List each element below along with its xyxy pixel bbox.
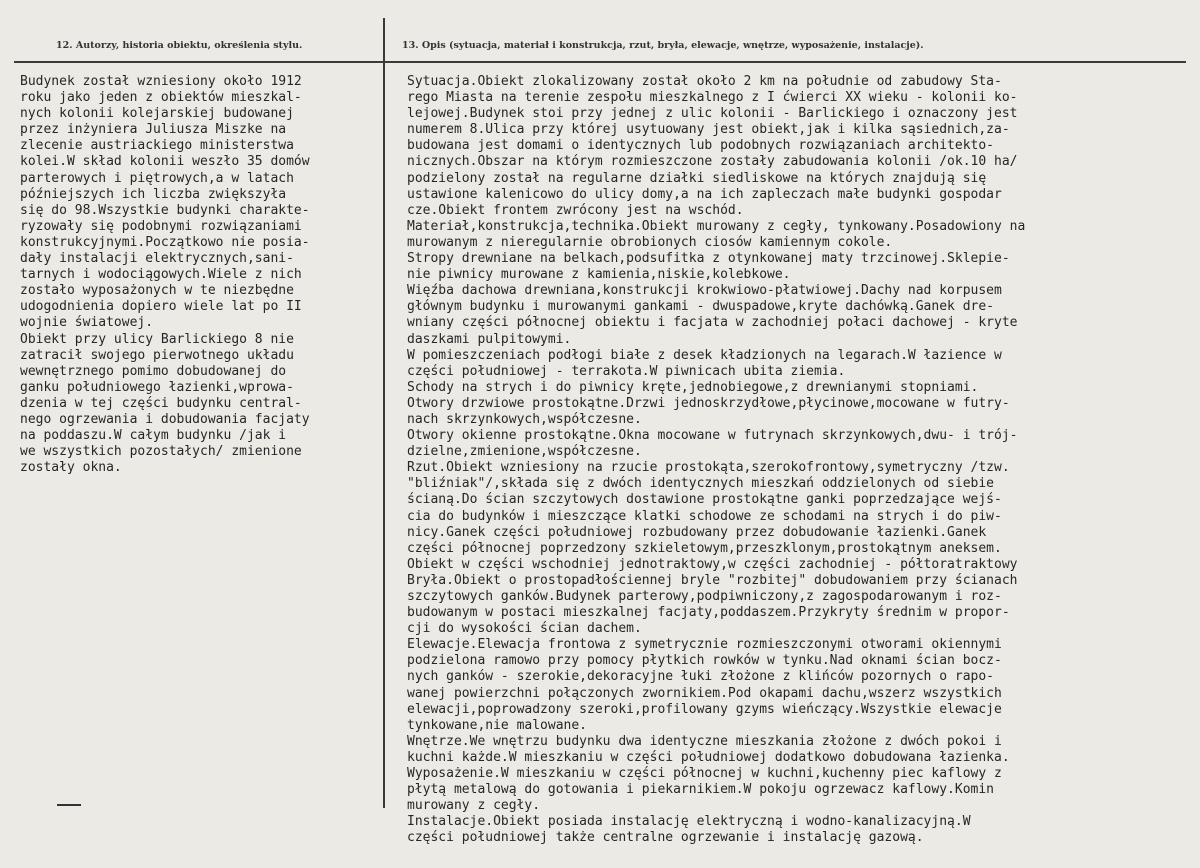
description-text-line: elewacji,poprowadzony szeroki,profilowany gzyms wieńczący.Wszystkie elewacje bbox=[407, 701, 1002, 717]
history-text-line: na poddaszu.W całym budynku /jak i bbox=[20, 428, 287, 444]
history-text-line: zostało wyposażonych w te niezbędne bbox=[20, 283, 294, 299]
description-text-line: rego Miasta na terenie zespołu mieszkalnego z I ćwierci XX wieku - kolonii ko- bbox=[407, 90, 1018, 106]
description-text-line: Więźba dachowa drewniana,konstrukcji krokwiowo-płatwiowej.Dachy nad korpusem bbox=[407, 283, 1002, 299]
description-text-line: budowanym w postaci mieszkalnej facjaty,poddaszem.Przykryty średnim w propor- bbox=[407, 605, 1010, 621]
description-text-line: podzielony został na regularne działki siedliskowe na których znajdują się bbox=[407, 170, 987, 186]
history-text-line: konstrukcyjnymi.Początkowo nie posia- bbox=[20, 234, 310, 250]
right-column-heading: 13. Opis (sytuacja, materiał i konstrukcja, rzut, bryła, elewacje, wnętrze, wyposażenie, instalacje). bbox=[402, 40, 924, 51]
description-text-line: ścianą.Do ścian szczytowych dostawione prostokątne ganki poprzedzające wejś- bbox=[407, 492, 1002, 508]
history-text-line: przez inżyniera Juliusza Miszke na bbox=[20, 122, 287, 138]
history-text-line: wojnie światowej. bbox=[20, 315, 154, 331]
description-text-line: budowana jest domami o identycznych lub podobnych rozwiązaniach architekto- bbox=[407, 138, 994, 154]
description-text-line: tynkowane,nie malowane. bbox=[407, 717, 588, 733]
description-text-line: Wnętrze.We wnętrzu budynku dwa identyczne mieszkania złożone z dwóch pokoi i bbox=[407, 733, 1002, 749]
history-text-column bbox=[20, 74, 380, 476]
description-text-line: ustawione kalenicowo do ulicy domy,a na ich zapleczach małe budynki gospodar bbox=[407, 186, 1002, 202]
left-column-heading: 12. Autorzy, historia obiektu, określenia stylu. bbox=[56, 40, 303, 51]
history-text-line: późniejszych ich liczba zwiększyła bbox=[20, 186, 287, 202]
history-text-line: wewnętrznego pomimo dobudowanej do bbox=[20, 363, 287, 379]
description-text-line: murowanym z nieregularnie obrobionych ciosów kamiennym cokole. bbox=[407, 234, 893, 250]
history-text-line: we wszystkich pozostałych/ zmienione bbox=[20, 444, 302, 460]
history-text-line: zostały okna. bbox=[20, 460, 122, 476]
history-text-line: roku jako jeden z obiektów mieszkal- bbox=[20, 90, 302, 106]
history-text-line: udogodnienia dopiero wiele lat po II bbox=[20, 299, 302, 315]
history-text-line: się do 98.Wszystkie budynki charakte- bbox=[20, 202, 310, 218]
column-divider bbox=[383, 18, 385, 808]
history-text-line: tarnych i wodociągowych.Wiele z nich bbox=[20, 267, 302, 283]
description-text-line: Elewacje.Elewacja frontowa z symetrycznie rozmieszczonymi otworami okiennymi bbox=[407, 637, 1002, 653]
description-text-line: podzielona ramowo przy pomocy płytkich rowków w tynku.Nad oknami ścian bocz- bbox=[407, 653, 1002, 669]
description-text-line: Sytuacja.Obiekt zlokalizowany został około 2 km na południe od zabudowy Sta- bbox=[407, 74, 1002, 89]
description-text-line: lejowej.Budynek stoi przy jednej z ulic kolonii - Barlickiego i oznaczony jest bbox=[407, 106, 1018, 122]
history-text-line: zatracił swojego pierwotnego układu bbox=[20, 347, 294, 363]
history-text-line: parterowych i piętrowych,a w latach bbox=[20, 170, 294, 186]
description-text-line: cji do wysokości ścian dachem. bbox=[407, 621, 642, 637]
end-dash bbox=[57, 804, 81, 806]
history-text-line: ganku południowego łazienki,wprowa- bbox=[20, 379, 294, 395]
history-text-line: zlecenie austriackiego ministerstwa bbox=[20, 138, 294, 154]
description-text-line: cze.Obiekt frontem zwrócony jest na wschód. bbox=[407, 202, 744, 218]
description-text-line: Bryła.Obiekt o prostopadłościennej bryle "rozbitej" dobudowaniem przy ścianach bbox=[407, 572, 1018, 588]
description-text-line: wniany części północnej obiektu i facjata w zachodniej połaci dachowej - kryte bbox=[407, 315, 1018, 331]
description-text-line: Otwory drzwiowe prostokątne.Drzwi jednoskrzydłowe,płycinowe,mocowane w futry- bbox=[407, 395, 1010, 411]
description-text-line: nie piwnicy murowane z kamienia,niskie,kolebkowe. bbox=[407, 267, 791, 283]
description-text-line: płytą metalową do gotowania i piekarnikiem.W pokoju ogrzewacz kaflowy.Komin bbox=[407, 782, 994, 798]
description-text-line: szczytowych ganków.Budynek parterowy,podpiwniczony,z zagospodarowanym i roz- bbox=[407, 589, 1002, 604]
description-text-line: Instalacje.Obiekt posiada instalację elektryczną i wodno-kanalizacyjną.W bbox=[407, 814, 971, 830]
description-text-line: Schody na strych i do piwnicy kręte,jednobiegowe,z drewnianymi stopniami. bbox=[407, 379, 979, 395]
description-text-line: nych ganków - szerokie,dekoracyjne łuki złożone z klińców pozornych o rapo- bbox=[407, 669, 994, 685]
description-text-column bbox=[407, 74, 1192, 847]
history-text-line: ryzowały się podobnymi rozwiązaniami bbox=[20, 218, 302, 234]
description-text-line: murowany z cegły. bbox=[407, 798, 541, 814]
header-divider bbox=[14, 61, 1186, 63]
description-text-line: części południowej także centralne ogrzewanie i instalację gazową. bbox=[407, 830, 924, 846]
description-text-line: kuchni każde.W mieszkaniu w części południowej dodatkowo dobudowana łazienka. bbox=[407, 749, 1010, 765]
description-text-line: W pomieszczeniach podłogi białe z desek kładzionych na legarach.W łazience w bbox=[407, 347, 1002, 363]
description-text-line: części południowej - terrakota.W piwnicach ubita ziemia. bbox=[407, 363, 846, 379]
description-text-line: Materiał,konstrukcja,technika.Obiekt murowany z cegły, tynkowany.Posadowiony na bbox=[407, 218, 1026, 234]
description-text-line: cia do budynków i mieszczące klatki schodowe ze schodami na strych i do piw- bbox=[407, 508, 1002, 524]
history-text-line: dały instalacji elektrycznych,sani- bbox=[20, 251, 294, 267]
history-text-line: Budynek został wzniesiony około 1912 bbox=[20, 74, 302, 89]
history-text-line: nych kolonii kolejarskiej budowanej bbox=[20, 106, 294, 122]
description-text-line: nicy.Ganek części południowej rozbudowany przez dobudowanie łazienki.Ganek bbox=[407, 524, 987, 540]
description-text-line: dzielne,zmienione,współczesne. bbox=[407, 444, 642, 460]
history-text-line: nego ogrzewania i dobudowania facjaty bbox=[20, 411, 310, 427]
description-text-line: numerem 8.Ulica przy której usytuowany jest obiekt,jak i kilka sąsiednich,za- bbox=[407, 122, 1010, 138]
history-text-line: kolei.W skład kolonii weszło 35 domów bbox=[20, 154, 310, 170]
description-text-line: "bliźniak"/,składa się z dwóch identycznych mieszkań oddzielonych od siebie bbox=[407, 476, 994, 492]
description-text-line: daszkami pulpitowymi. bbox=[407, 331, 572, 347]
description-text-line: części północnej poprzedzony szkieletowym,przeszklonym,prostokątnym aneksem. bbox=[407, 540, 1002, 556]
description-text-line: Rzut.Obiekt wzniesiony na rzucie prostokąta,szerokofrontowy,symetryczny /tzw. bbox=[407, 460, 1010, 476]
history-text-line: dzenia w tej części budynku central- bbox=[20, 395, 302, 411]
description-text-line: nach skrzynkowych,współczesne. bbox=[407, 411, 642, 427]
description-text-line: wanej powierzchni połączonych zwornikiem.Pod okapami dachu,wszerz wszystkich bbox=[407, 685, 1002, 701]
description-text-line: Otwory okienne prostokątne.Okna mocowane w futrynach skrzynkowych,dwu- i trój- bbox=[407, 428, 1018, 444]
description-text-line: Stropy drewniane na belkach,podsufitka z otynkowanej maty trzcinowej.Sklepie- bbox=[407, 251, 1010, 267]
description-text-line: Wyposażenie.W mieszkaniu w części północnej w kuchni,kuchenny piec kaflowy z bbox=[407, 766, 1002, 782]
description-text-line: nicznych.Obszar na którym rozmieszczone zostały zabudowania kolonii /ok.10 ha/ bbox=[407, 154, 1018, 170]
history-text-line: Obiekt przy ulicy Barlickiego 8 nie bbox=[20, 331, 294, 347]
description-text-line: Obiekt w części wschodniej jednotraktowy,w części zachodniej - półtoratraktowy bbox=[407, 556, 1018, 572]
description-text-line: głównym budynku i murowanymi gankami - dwuspadowe,kryte dachówką.Ganek dre- bbox=[407, 299, 994, 315]
